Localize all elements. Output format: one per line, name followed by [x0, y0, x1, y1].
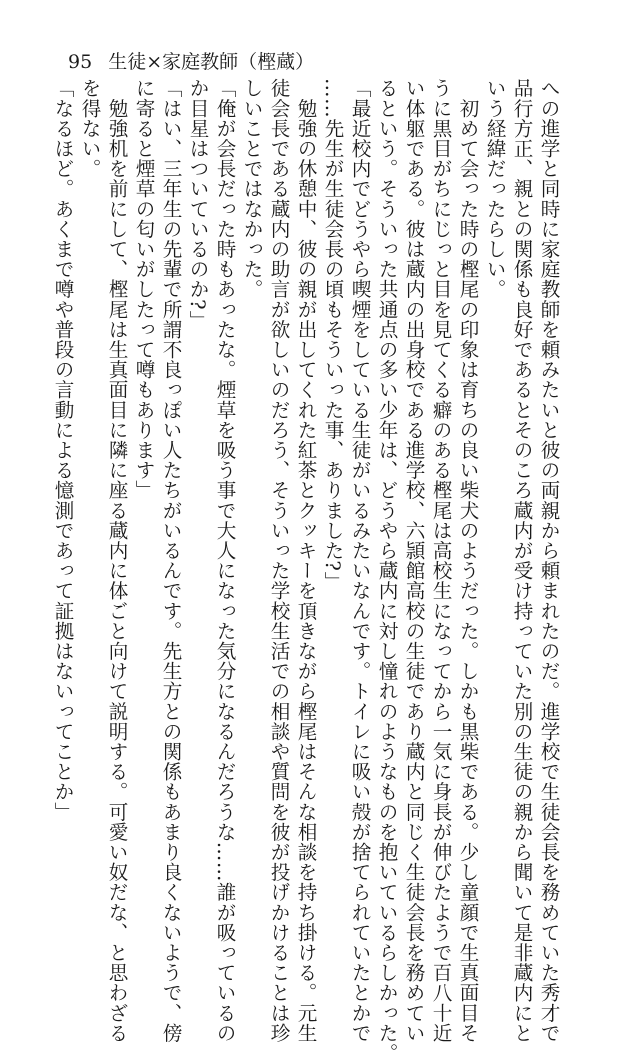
text-line: への進学と同時に家庭教師を頼みたいと彼の両親から頼まれたのだ。進学校で生徒会長を務めていた秀才で: [537, 78, 560, 1043]
text-line: ……先生が生徒会長の頃もそういった事、ありました?」: [321, 78, 344, 592]
text-line: い体躯である。彼は蔵内の出身校である進学校、六頴館高校の生徒であり蔵内と同じく生徒会長を務めてい: [402, 78, 425, 1043]
vertical-body-text: [51, 78, 562, 1063]
page-number: 95: [68, 51, 93, 73]
running-header: [68, 50, 314, 74]
text-line: を得ない。: [78, 78, 101, 179]
text-line: るという。そういった共通点の多い少年は、どうやら蔵内に対し憧れのようなものを抱いているらしかった。: [375, 78, 398, 1063]
text-line: いう経緯だったらしい。: [483, 78, 506, 300]
text-line: 初めて会った時の樫尾の印象は育ちの良い柴犬のようだった。しかも黒柴である。少し童顔で生真面目そ: [456, 78, 479, 1043]
text-line: 勉強の休憩中、彼の親が出してくれた紅茶とクッキーを頂きながら樫尾はそんな相談を持ち掛ける。元生: [294, 78, 317, 1043]
text-line: 勉強机を前にして、樫尾は生真面目に隣に座る蔵内に体ごと向けて説明する。可愛い奴だな、と思わざる: [105, 78, 128, 1043]
text-line: 徒会長である蔵内の助言が欲しいのだろう、そういった学校生活での相談や質問を彼が投げかけることは珍: [267, 78, 290, 1043]
text-line: 「最近校内でどうやら喫煙をしている生徒がいるみたいなんです。トイレに吸い殻が捨てられていたとかで: [348, 78, 371, 1043]
text-line: 品行方正、親との関係も良好であるとそのころ蔵内が受け持っていた別の生徒の親から聞いて是非蔵内にと: [510, 78, 533, 1043]
text-line: に寄ると煙草の匂いがしたって噂もあります」: [132, 78, 155, 501]
text-line: 「俺が会長だった時もあったな。煙草を吸う事で大人になった気分になるんだろうな……誰が吸っているの: [213, 78, 236, 1043]
text-line: しいことではなかった。: [240, 78, 263, 300]
chapter-title: 生徒×家庭教師（樫蔵）: [108, 51, 315, 73]
text-line: か目星はついているのか?」: [186, 78, 209, 331]
text-line: うに黒目がちにじっと目を見てくる癖のある樫尾は高校生になってから一気に身長が伸びたようで百八十近: [429, 78, 452, 1043]
text-line: 「なるほど。あくまで噂や普段の言動による憶測であって証拠はないってことか」: [51, 78, 74, 822]
text-line: 「はい、三年生の先輩で所謂不良っぽい人たちがいるんです。先生方との関係もあまり良くないようで、傍: [159, 78, 182, 1043]
